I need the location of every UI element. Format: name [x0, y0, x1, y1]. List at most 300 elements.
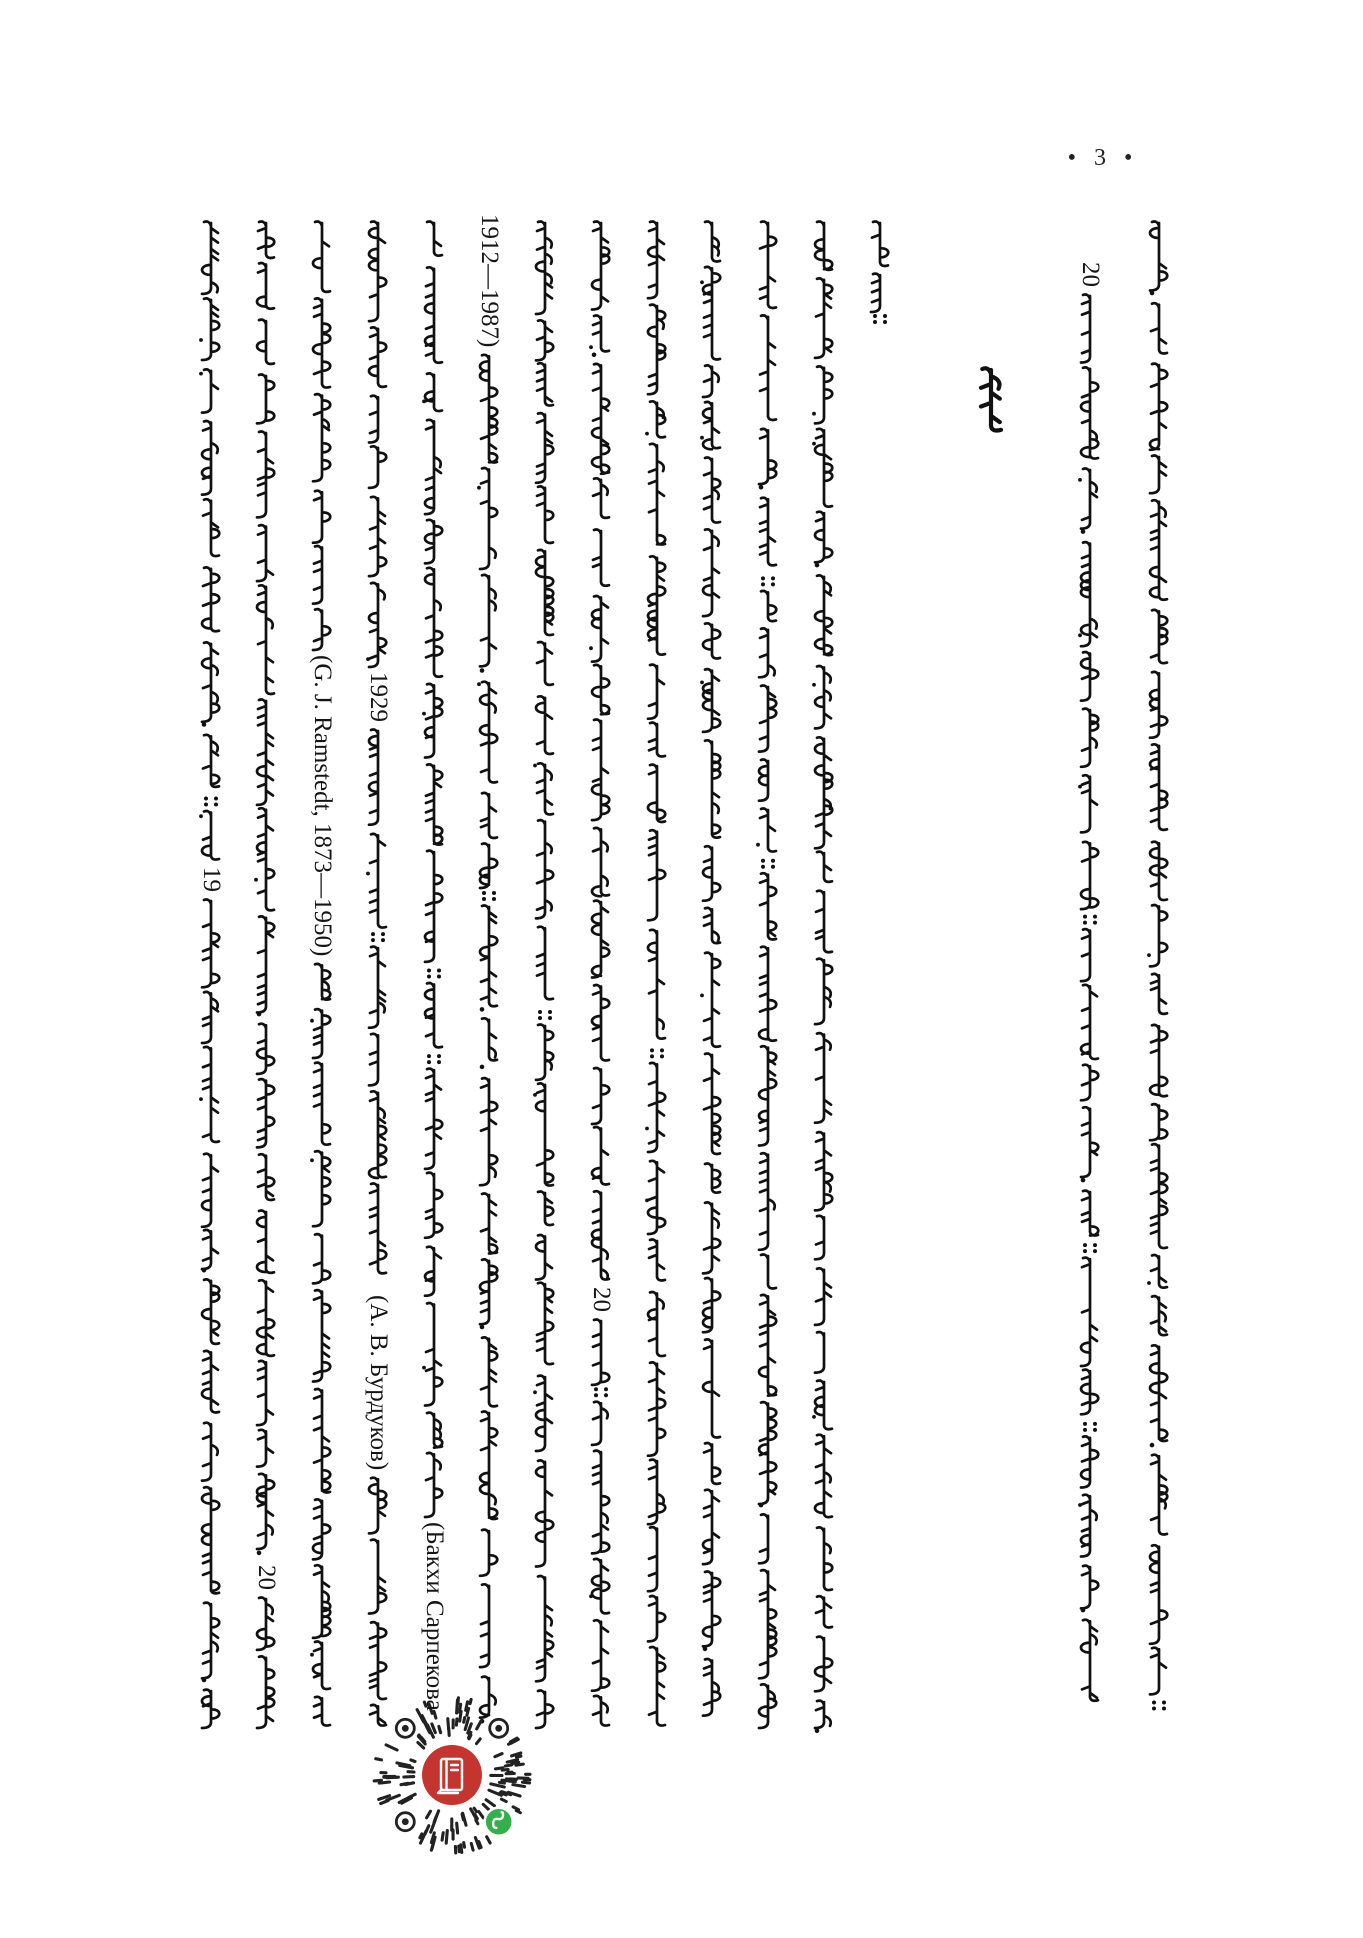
script-word: [592, 985, 609, 1060]
script-word: [815, 1381, 832, 1430]
punctuation-mark: [477, 682, 481, 686]
script-word: [1081, 1258, 1097, 1366]
script-word: [1150, 1545, 1167, 1644]
script-word: [705, 740, 720, 837]
text-column: [533, 222, 553, 1729]
code-dash: [464, 1843, 465, 1848]
script-word: [704, 953, 720, 1047]
script-word: [202, 1423, 218, 1481]
script-word: [480, 1078, 497, 1185]
script-word: [592, 1191, 609, 1279]
script-word: [1081, 542, 1097, 646]
punctuation-mark: [1152, 1701, 1156, 1705]
script-word: [536, 222, 552, 315]
punctuation-mark: [1078, 633, 1082, 637]
script-word: [536, 1576, 553, 1681]
punctuation-mark: [812, 1415, 816, 1419]
punctuation-mark: [202, 1678, 207, 1683]
punctuation-mark: [589, 1594, 593, 1598]
script-word: [760, 315, 776, 420]
script-word: [536, 550, 553, 635]
script-word: [482, 1018, 497, 1060]
punctuation-mark: [604, 1387, 608, 1391]
script-word: [703, 623, 720, 658]
punctuation-mark: [482, 891, 486, 895]
punctuation-mark: [204, 797, 208, 801]
script-word: [649, 1647, 665, 1726]
script-word: [538, 1192, 553, 1226]
script-word: [1081, 1566, 1098, 1609]
punctuation-mark: [257, 1012, 262, 1017]
punctuation-mark: [700, 994, 704, 998]
punctuation-mark: [427, 969, 431, 973]
script-word: [648, 665, 664, 719]
script-word: [703, 1490, 719, 1564]
punctuation-mark: [366, 657, 370, 661]
punctuation-mark: [759, 1503, 764, 1508]
punctuation-mark: [1083, 1422, 1087, 1426]
punctuation-mark: [1093, 915, 1097, 919]
script-word: [759, 1295, 776, 1396]
script-word: [257, 1430, 273, 1467]
punctuation-mark: [1150, 291, 1155, 296]
script-word: [592, 1068, 609, 1124]
code-dash: [475, 1838, 479, 1849]
script-word: [257, 1474, 274, 1549]
script-word: [480, 844, 497, 889]
script-word: [481, 1337, 497, 1406]
script-word: [480, 1530, 497, 1576]
inline-name-sarpekova: (Бакхи Сарпекова: [421, 1522, 448, 1711]
script-word: [480, 1259, 497, 1324]
script-word: [703, 402, 720, 449]
punctuation-mark: [645, 432, 649, 436]
code-dash: [513, 1785, 525, 1787]
script-word: [313, 394, 330, 481]
script-word: [592, 828, 609, 896]
punctuation-mark: [480, 668, 485, 673]
script-word: [703, 1278, 720, 1332]
script-word: [815, 222, 832, 270]
punctuation-mark: [1093, 1428, 1097, 1432]
script-word: [1150, 222, 1167, 291]
script-word: [480, 1584, 489, 1667]
script-word: [592, 596, 608, 662]
punctuation-mark: [437, 1060, 441, 1064]
script-word: [1150, 1104, 1167, 1140]
script-word: [202, 1230, 218, 1269]
punctuation-mark: [761, 582, 765, 586]
script-word: [815, 1435, 832, 1517]
script-word: [257, 1656, 274, 1728]
code-dash: [523, 1782, 530, 1783]
text-column: [254, 222, 274, 1729]
script-word: [817, 1527, 832, 1590]
text-column: [1078, 295, 1098, 1701]
script-word: [202, 900, 219, 988]
punctuation-mark: [815, 563, 820, 568]
code-dash: [460, 1704, 461, 1712]
script-word: [370, 1705, 386, 1726]
script-word: [202, 1351, 219, 1413]
script-word: [480, 906, 497, 1007]
punctuation-mark: [310, 1019, 314, 1023]
punctuation-mark: [815, 1729, 820, 1734]
script-word: [703, 529, 719, 616]
logo-disk: [422, 1745, 482, 1805]
script-word: [536, 320, 553, 360]
punctuation-mark: [482, 897, 486, 901]
script-word: [759, 628, 775, 677]
punctuation-mark: [1147, 1281, 1151, 1285]
script-word: [703, 267, 720, 360]
script-word: [648, 1292, 665, 1356]
finder-ring-top-right: [490, 1719, 508, 1737]
script-word: [1150, 1025, 1167, 1096]
script-word: [369, 1091, 386, 1178]
script-word: [592, 901, 609, 978]
script-word: [760, 809, 776, 852]
code-dash: [376, 1759, 382, 1760]
punctuation-mark: [771, 859, 775, 863]
code-dash: [446, 1831, 447, 1844]
script-word: [257, 375, 274, 424]
script-word: [481, 1194, 497, 1254]
script-word: [1081, 469, 1097, 529]
script-word: [815, 1268, 831, 1325]
script-word: [369, 327, 386, 386]
script-word: [704, 1054, 720, 1154]
code-dash: [487, 1837, 490, 1843]
script-word: [759, 1046, 776, 1145]
script-word: [1150, 1648, 1166, 1695]
script-word: [649, 723, 665, 757]
script-word: [313, 222, 330, 292]
script-word: [1081, 1065, 1098, 1101]
script-word: [593, 530, 609, 586]
punctuation-mark: [548, 1016, 552, 1020]
punctuation-mark: [1093, 1243, 1097, 1247]
script-word: [202, 992, 218, 1043]
punctuation-mark: [538, 1016, 542, 1020]
punctuation-mark: [371, 932, 375, 936]
punctuation-mark: [873, 320, 877, 324]
code-dash: [506, 1779, 515, 1780]
code-dash: [505, 1765, 512, 1766]
script-word: [1081, 1495, 1097, 1557]
script-word: [314, 1389, 330, 1492]
script-word: [649, 444, 665, 545]
script-word: [257, 525, 273, 581]
punctuation-mark: [381, 938, 385, 942]
punctuation-mark: [437, 975, 441, 979]
script-word: [703, 1339, 720, 1437]
code-dash: [439, 1727, 441, 1733]
script-word: [425, 851, 442, 962]
script-word: [480, 468, 497, 569]
script-word: [815, 512, 832, 563]
code-dash: [486, 1800, 494, 1806]
script-word: [313, 546, 322, 604]
punctuation-mark: [771, 576, 775, 580]
punctuation-mark: [310, 1653, 314, 1657]
punctuation-mark: [1078, 478, 1082, 482]
script-word: [425, 1069, 442, 1169]
script-word: [872, 222, 888, 266]
punctuation-mark: [761, 865, 765, 869]
script-word: [1081, 1620, 1098, 1701]
script-word: [369, 730, 378, 825]
script-word: [592, 1127, 609, 1184]
script-word: [313, 491, 330, 543]
script-word: [759, 1514, 768, 1563]
script-word: [1081, 709, 1098, 767]
code-dash: [449, 1728, 450, 1735]
inline-number-20-a: 20: [253, 1565, 280, 1590]
script-word: [257, 585, 274, 694]
script-word: [425, 1247, 441, 1296]
code-dash: [381, 1801, 389, 1804]
punctuation-mark: [650, 1048, 654, 1052]
script-word: [202, 1603, 219, 1679]
script-word: [257, 1079, 274, 1147]
script-word: [648, 1063, 665, 1152]
script-word: [592, 1559, 609, 1613]
code-dash: [442, 1833, 443, 1840]
script-word: [705, 1164, 720, 1193]
script-word: [257, 1598, 274, 1650]
script-word: [1151, 974, 1167, 1014]
code-dash: [517, 1756, 521, 1757]
text-column: [310, 222, 330, 1726]
script-word: [815, 1033, 831, 1123]
script-word: [536, 1025, 553, 1080]
script-word: [1081, 367, 1098, 458]
inline-number-20-c: 20: [1077, 262, 1104, 287]
script-word: [705, 222, 720, 262]
punctuation-mark: [1083, 921, 1087, 925]
punctuation-mark: [477, 486, 481, 490]
script-word: [427, 222, 442, 256]
punctuation-mark: [660, 1048, 664, 1052]
script-word: [536, 1460, 553, 1566]
punctuation-mark: [761, 859, 765, 863]
punctuation-mark: [1093, 1249, 1097, 1253]
script-word: [593, 1696, 609, 1726]
punctuation-mark: [700, 436, 704, 440]
script-word: [815, 1637, 832, 1692]
script-word: [592, 1402, 608, 1445]
script-word: [703, 365, 719, 397]
code-dash: [501, 1799, 506, 1801]
script-word: [425, 1303, 442, 1406]
script-word: [761, 591, 776, 621]
script-word: [369, 1540, 386, 1614]
code-dash: [495, 1754, 502, 1757]
punctuation-mark: [214, 797, 218, 801]
script-word: [369, 1478, 386, 1534]
code-dash: [457, 1700, 458, 1713]
punctuation-mark: [1162, 1701, 1166, 1705]
punctuation-mark: [1078, 785, 1082, 789]
script-word: [1150, 500, 1167, 600]
script-word: [537, 763, 553, 814]
script-word: [1081, 1370, 1098, 1415]
punctuation-mark: [1152, 1707, 1156, 1711]
punctuation-mark: [1081, 529, 1086, 534]
script-word: [257, 1280, 274, 1356]
script-word: [426, 764, 442, 844]
punctuation-mark: [589, 646, 593, 650]
body-text: [199, 222, 1167, 1734]
script-word: [536, 1235, 552, 1280]
punctuation-mark: [1093, 1422, 1097, 1426]
code-dash: [474, 1808, 476, 1812]
punctuation-mark: [771, 582, 775, 586]
script-word: [648, 222, 664, 299]
script-word: [202, 1690, 219, 1728]
script-word: [815, 737, 832, 848]
code-dash: [462, 1814, 463, 1820]
code-dash: [477, 1739, 481, 1744]
script-word: [536, 413, 553, 483]
punctuation-mark: [645, 1199, 649, 1203]
code-dash: [464, 1718, 465, 1723]
script-word: [537, 642, 553, 685]
script-word: [816, 891, 832, 953]
script-word: [703, 669, 720, 732]
script-word: [1150, 744, 1167, 830]
script-word: [1081, 1107, 1098, 1177]
code-dash: [427, 1811, 431, 1818]
script-word: [313, 298, 330, 387]
script-word: [759, 1402, 776, 1504]
script-word: [703, 1572, 720, 1647]
code-dash: [461, 1845, 462, 1853]
inline-number-20-b: 20: [588, 1287, 615, 1312]
punctuation-mark: [366, 872, 370, 876]
code-dash: [431, 1821, 435, 1833]
script-word: [480, 575, 496, 667]
script-word: [202, 298, 219, 360]
script-word: [815, 1701, 831, 1728]
script-word: [703, 846, 720, 901]
inline-name-ramstedt: (G. J. Ramstedt, 1873—1950): [309, 655, 336, 957]
script-word: [1151, 1455, 1167, 1535]
punctuation-mark: [492, 897, 496, 901]
script-word: [369, 222, 386, 322]
text-column: [422, 222, 442, 1518]
punctuation-mark: [771, 865, 775, 869]
punctuation-mark: [812, 683, 816, 687]
punctuation-mark: [422, 712, 426, 716]
punctuation-mark: [756, 843, 760, 847]
punctuation-mark: [202, 1268, 207, 1273]
punctuation-mark: [381, 932, 385, 936]
punctuation-mark: [883, 320, 887, 324]
code-dash: [469, 1732, 471, 1737]
script-word: [425, 684, 442, 758]
punctuation-mark: [310, 1158, 314, 1162]
script-word: [370, 1184, 386, 1274]
code-dash: [502, 1770, 508, 1771]
script-word: [369, 446, 386, 488]
script-word: [592, 222, 609, 310]
punctuation-mark: [199, 338, 203, 342]
script-word: [759, 429, 776, 484]
punctuation-mark: [594, 1393, 598, 1397]
script-word: [258, 1154, 274, 1200]
script-word: [202, 421, 218, 495]
script-word: [257, 700, 273, 805]
script-word: [202, 222, 218, 294]
script-word: [648, 830, 665, 920]
script-word: [815, 278, 832, 358]
script-word: [314, 1697, 330, 1726]
script-word: [425, 983, 442, 1047]
punctuation-mark: [1081, 1178, 1086, 1183]
script-word: [313, 1151, 330, 1226]
script-word: [703, 1659, 720, 1716]
script-word: [313, 1290, 330, 1381]
script-word: [815, 666, 831, 728]
punctuation-mark: [650, 1054, 654, 1058]
script-word: [537, 1283, 553, 1364]
script-word: [761, 1255, 776, 1289]
mini-program-badge: [485, 1808, 513, 1836]
script-word: [425, 420, 441, 514]
script-word: [817, 852, 832, 882]
text-column: [871, 222, 888, 325]
finder-ring-top-left: [396, 1719, 414, 1737]
script-word: [1081, 985, 1098, 1059]
punctuation-mark: [422, 1366, 426, 1370]
script-word: [815, 429, 832, 507]
code-dash: [432, 1724, 435, 1733]
code-dash: [479, 1812, 484, 1818]
script-word: [313, 1499, 330, 1559]
script-word: [257, 1024, 274, 1074]
script-word: [759, 760, 768, 801]
script-word: [1150, 842, 1167, 900]
script-word: [257, 1361, 273, 1425]
text-column: [199, 222, 219, 1729]
script-word: [1151, 1144, 1167, 1248]
script-word: [1151, 610, 1167, 663]
punctuation-mark: [1083, 915, 1087, 919]
script-word: [313, 1009, 330, 1058]
script-word: [1081, 652, 1098, 701]
script-word: [592, 1320, 609, 1385]
script-word: [1081, 929, 1090, 981]
code-dash: [516, 1764, 523, 1765]
punctuation-mark: [1083, 1249, 1087, 1253]
punctuation-mark: [883, 314, 887, 318]
script-word: [759, 1153, 775, 1250]
punctuation-mark: [199, 372, 203, 376]
script-word: [871, 274, 880, 312]
script-word: [480, 682, 497, 783]
script-word: [257, 808, 274, 910]
script-word: [1150, 1345, 1167, 1441]
punctuation-mark: [594, 1387, 598, 1391]
punctuation-mark: [480, 1007, 485, 1012]
punctuation-mark: [1081, 1608, 1086, 1613]
punctuation-mark: [759, 485, 764, 490]
script-word: [648, 1362, 665, 1455]
script-word: [649, 1240, 665, 1281]
script-word: [203, 1047, 219, 1142]
